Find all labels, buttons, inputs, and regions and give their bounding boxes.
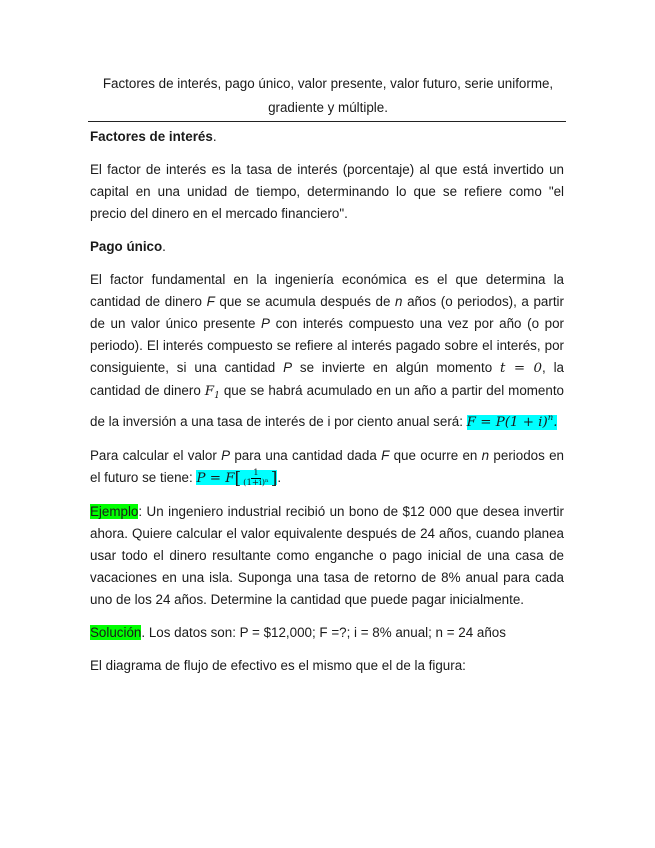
paragraph-closing: El diagrama de flujo de efectivo es el mismo que el de la figura: <box>90 658 466 673</box>
paragraph-factores: El factor de interés es la tasa de interés (porcentaje) al que está invertido un capital en una unidad de tiempo, determinando lo que se refiere como "el precio del dinero en el mercado financiero". <box>90 162 564 221</box>
title-line-1: Factores de interés, pago único, valor presente, valor futuro, serie uniforme, <box>102 76 554 91</box>
example-label: Ejemplo <box>90 504 139 519</box>
title-divider <box>88 121 566 122</box>
math-f1: $F_1$ <box>204 384 220 401</box>
formula-future-value: $F = P(1 + i)^n$. <box>466 413 558 430</box>
solution-label: Solución <box>90 625 142 640</box>
title-line-2: gradiente y múltiple. <box>268 100 388 115</box>
section-heading-pago-unico: Pago único. <box>90 239 166 254</box>
document-title <box>90 72 566 120</box>
heading-text: Factores de interés <box>90 129 213 144</box>
document-body <box>90 126 564 688</box>
heading-text: Pago único <box>90 239 163 254</box>
formula-present-value: P = F[ $\frac{1}{\text{(1+i)ⁿ}}$ ] <box>196 467 278 489</box>
math-t-zero: t = 0 <box>500 361 542 376</box>
section-heading-factores: Factores de interés. <box>90 129 217 144</box>
paragraph-pago-unico: El factor fundamental en la ingeniería económica es el que determina la cantidad de dinero F que se acumula después de n años (o periodos), a partir de un valor único presente P con interés compuesto una vez por año (o por periodo). El interés compuesto se refiere al interés pagado sobre el interés, por consiguiente, si una cantidad P se invierte en algún momento t = 0, la cantidad de dinero $F_1$ que se habrá acumulado en un año a partir del momento de la inversión a una tasa de interés de i por ciento anual será: $F = P(1 + i)^n$. <box>90 272 565 430</box>
paragraph-solution: Solución. Los datos son: P = $12,000; F =?; i = 8% anual; n = 24 años <box>90 625 506 640</box>
paragraph-example: Ejemplo: Un ingeniero industrial recibió un bono de $12 000 que desea invertir ahora. Quiere calcular el valor equivalente después de 24 años, cuando planea usar todo el dinero resultante como enganche o pago inicial de una casa de vacaciones en una isla. Suponga una tasa de retorno de 8% anual para cada uno de los 24 años. Determine la cantidad que puede pagar inicialmente. <box>90 504 564 607</box>
paragraph-present-value: Para calcular el valor P para una cantidad dada F que ocurre en n periodos en el futuro se tiene: P = F[ $\frac{1}{\text{(1+i)ⁿ}}$ ]. <box>90 448 564 489</box>
